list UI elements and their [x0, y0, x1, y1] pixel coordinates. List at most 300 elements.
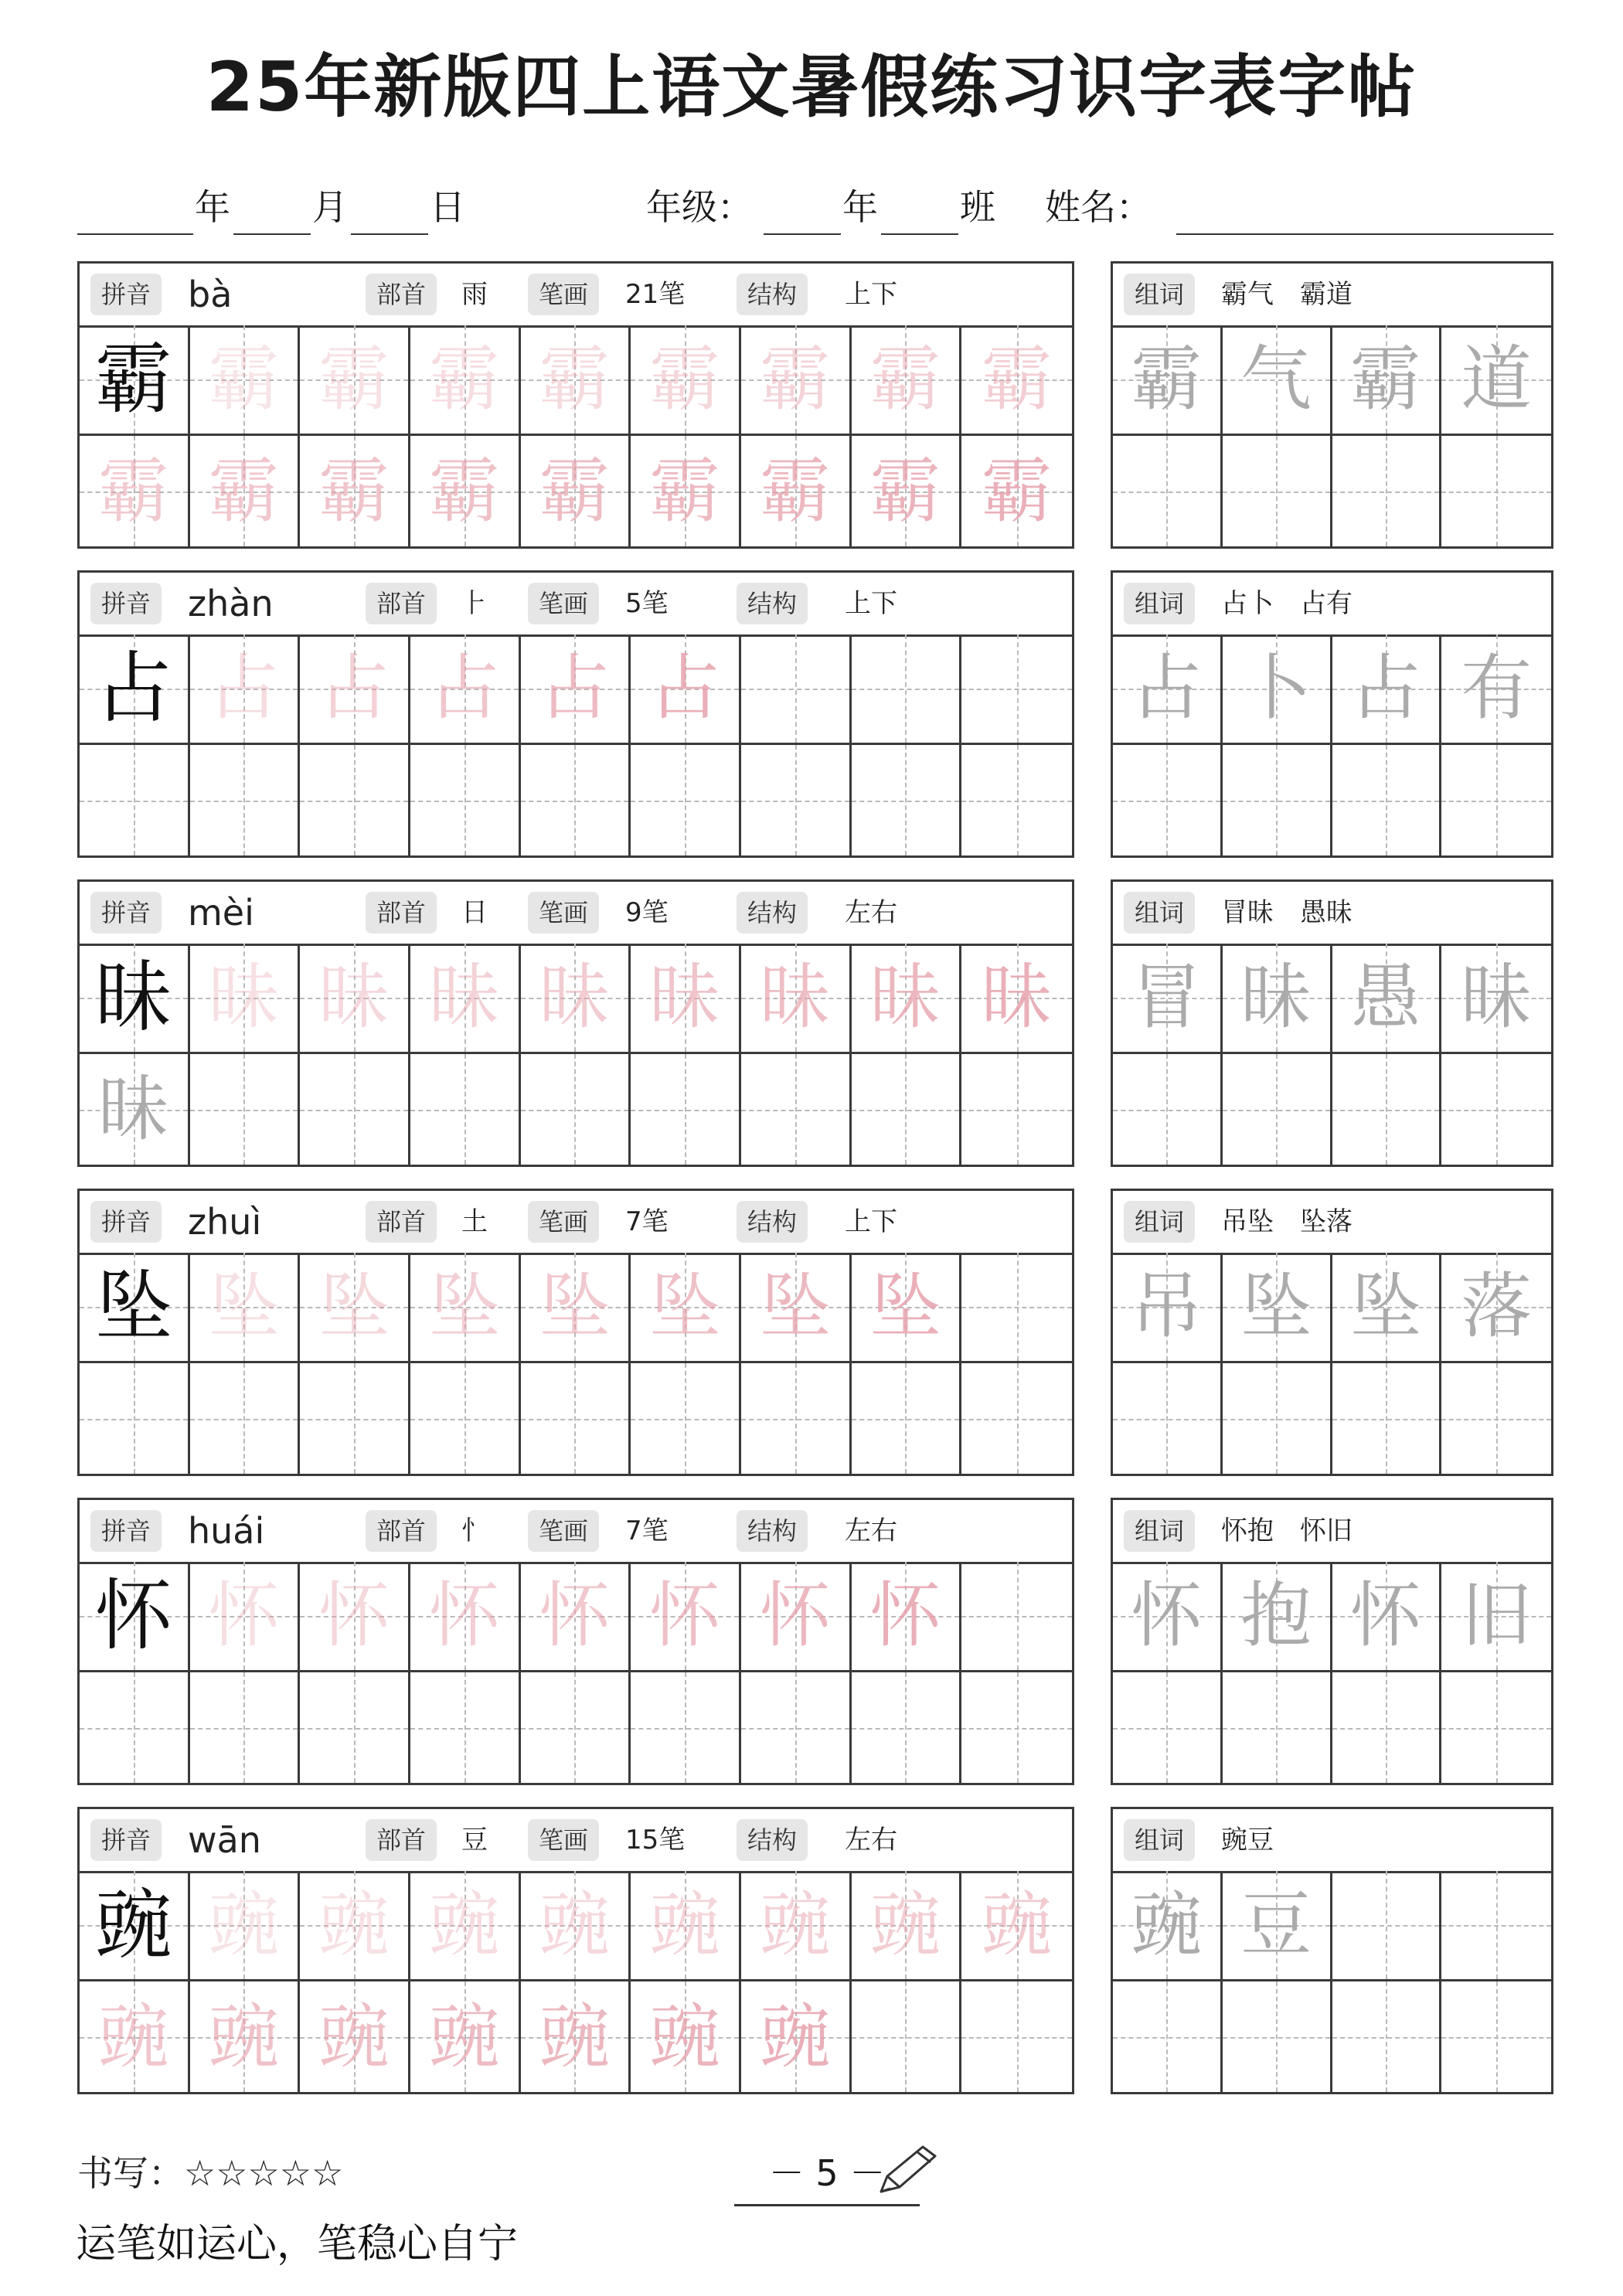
blank-day[interactable]: [351, 233, 428, 235]
practice-cell[interactable]: [852, 1363, 962, 1474]
practice-cell[interactable]: [80, 634, 190, 745]
practice-cell[interactable]: [300, 325, 410, 436]
word-card: [1111, 261, 1553, 549]
practice-cell[interactable]: [1441, 1253, 1551, 1363]
radical-label: 部首: [366, 1201, 437, 1243]
trace-character: 占: [1349, 647, 1421, 730]
practice-cell[interactable]: [852, 944, 962, 1054]
practice-cell[interactable]: [631, 944, 741, 1054]
blank-year[interactable]: [77, 233, 193, 235]
stroke-order-step: 昧: [428, 956, 500, 1039]
word-practice-grid: [1113, 1871, 1551, 2092]
practice-cell[interactable]: [1332, 1253, 1442, 1363]
stroke-order-step: 霸: [208, 338, 280, 420]
model-character: 豌: [94, 1879, 172, 1970]
word-card: [1111, 1807, 1553, 2094]
practice-cell[interactable]: [631, 634, 741, 745]
stroke-order-step: 占: [649, 647, 721, 730]
practice-cell[interactable]: [1441, 1871, 1551, 1981]
practice-cell[interactable]: [1113, 1253, 1223, 1363]
trace-character: 道: [1461, 338, 1533, 420]
structure-value: 左右: [845, 897, 897, 928]
practice-cell[interactable]: [80, 1672, 190, 1783]
stroke-order-step: 豌: [428, 1995, 500, 2078]
writing-rating: [77, 2150, 343, 2196]
stroke-order-step: 霸: [759, 338, 831, 420]
day-label: 日: [430, 186, 465, 228]
practice-cell[interactable]: [521, 1871, 631, 1981]
character-info-row: [80, 264, 1072, 328]
practice-cell[interactable]: [1223, 325, 1332, 436]
trace-character: 昧: [1461, 956, 1533, 1039]
pinyin-label: 拼音: [90, 892, 162, 934]
practice-cell[interactable]: [521, 745, 631, 855]
practice-cell[interactable]: [521, 944, 631, 1054]
practice-cell[interactable]: [741, 1253, 852, 1363]
practice-cell[interactable]: [410, 944, 521, 1054]
character-card: [77, 1189, 1074, 1476]
practice-cell[interactable]: [410, 1672, 521, 1783]
word-card: [1111, 879, 1553, 1167]
practice-cell[interactable]: [521, 325, 631, 436]
stroke-order-step: 霸: [318, 449, 390, 532]
practice-cell[interactable]: [80, 1363, 190, 1474]
blank-month[interactable]: [233, 233, 311, 235]
trace-character: 霸: [1349, 338, 1421, 420]
blank-class[interactable]: [881, 233, 958, 235]
practice-cell[interactable]: [300, 436, 410, 546]
practice-cell[interactable]: [1113, 436, 1223, 546]
structure-label: 结构: [737, 1510, 808, 1552]
practice-cell[interactable]: [190, 1871, 301, 1981]
practice-cell[interactable]: [1223, 1672, 1332, 1783]
stroke-order-step: 霸: [539, 338, 611, 420]
structure-value: 上下: [845, 279, 897, 310]
practice-cell[interactable]: [852, 1871, 962, 1981]
stroke-order-step: 霸: [759, 449, 831, 532]
practice-cell[interactable]: [1441, 944, 1551, 1054]
trace-character: 霸: [1131, 338, 1203, 420]
pinyin-value: zhàn: [188, 583, 274, 624]
strokes-value: 7笔: [625, 1515, 669, 1546]
practice-cell[interactable]: [961, 634, 1072, 745]
character-card: [77, 1807, 1074, 2094]
radical-value: 雨: [461, 279, 488, 310]
radical-value: 忄: [461, 1515, 488, 1546]
trace-character: 冒: [1131, 956, 1203, 1039]
practice-cell[interactable]: [190, 1672, 301, 1783]
practice-cell[interactable]: [961, 1981, 1072, 2092]
practice-cell[interactable]: [1223, 1562, 1332, 1672]
practice-cell[interactable]: [1332, 1981, 1442, 2092]
character-card: [77, 879, 1074, 1167]
trace-character: 豆: [1240, 1883, 1312, 1966]
practice-cell[interactable]: [521, 1253, 631, 1363]
practice-cell[interactable]: [410, 634, 521, 745]
stroke-order-step: 怀: [208, 1574, 280, 1657]
stroke-order-step: 昧: [208, 956, 280, 1039]
practice-cell[interactable]: [1113, 1672, 1223, 1783]
practice-cell[interactable]: [410, 1871, 521, 1981]
stroke-order-step: 怀: [318, 1574, 390, 1657]
grade-year-label: 年: [842, 186, 878, 228]
practice-cell[interactable]: [190, 1253, 301, 1363]
word-practice-grid: [1113, 1253, 1551, 1474]
practice-cell[interactable]: [190, 1562, 301, 1672]
words-value: 霸气 霸道: [1221, 279, 1352, 310]
practice-cell[interactable]: [961, 436, 1072, 546]
pinyin-value: mèi: [188, 892, 254, 934]
stroke-order-step: 坠: [428, 1265, 500, 1348]
practice-cell[interactable]: [1441, 436, 1551, 546]
practice-cell[interactable]: [1332, 325, 1442, 436]
practice-cell[interactable]: [80, 1253, 190, 1363]
practice-cell[interactable]: [741, 944, 852, 1054]
strokes-value: 7笔: [625, 1206, 669, 1237]
practice-cell[interactable]: [741, 634, 852, 745]
practice-cell[interactable]: [190, 745, 301, 855]
practice-cell[interactable]: [80, 325, 190, 436]
strokes-value: 15笔: [625, 1825, 686, 1856]
stroke-order-step: 昧: [649, 956, 721, 1039]
stroke-order-step: 坠: [318, 1265, 390, 1348]
pinyin-label: 拼音: [90, 583, 162, 624]
practice-cell[interactable]: [1113, 1054, 1223, 1165]
words-label: 组词: [1124, 1510, 1195, 1552]
practice-cell[interactable]: [852, 325, 962, 436]
practice-cell[interactable]: [1113, 1562, 1223, 1672]
stroke-order-step: 霸: [208, 449, 280, 532]
trace-character: 占: [1131, 647, 1203, 730]
page-number: － 5 －: [734, 2142, 920, 2206]
practice-cell[interactable]: [631, 325, 741, 436]
practice-cell[interactable]: [1441, 1981, 1551, 2092]
practice-grid: [80, 634, 1072, 855]
practice-cell[interactable]: [1223, 634, 1332, 745]
pinyin-value: bà: [188, 274, 233, 315]
practice-cell[interactable]: [410, 1363, 521, 1474]
practice-cell[interactable]: [410, 1054, 521, 1165]
practice-cell[interactable]: [1332, 1672, 1442, 1783]
structure-label: 结构: [737, 1201, 808, 1243]
practice-cell[interactable]: [631, 1672, 741, 1783]
stroke-order-step: 坠: [869, 1265, 941, 1348]
practice-cell[interactable]: [1441, 1054, 1551, 1165]
page-title: 25年新版四上语文暑假练习识字表字帖: [206, 47, 1417, 127]
grade-class-label: 班: [960, 186, 995, 228]
practice-cell[interactable]: [741, 1054, 852, 1165]
radical-label: 部首: [366, 274, 437, 315]
practice-cell[interactable]: [631, 1871, 741, 1981]
practice-cell[interactable]: [1113, 745, 1223, 855]
strokes-value: 21笔: [625, 279, 686, 310]
practice-cell[interactable]: [300, 745, 410, 855]
trace-character: 气: [1240, 338, 1312, 420]
radical-label: 部首: [366, 1510, 437, 1552]
radical-value: 日: [461, 897, 488, 928]
word-info-row: [1113, 264, 1551, 328]
practice-cell[interactable]: [190, 325, 301, 436]
practice-cell[interactable]: [410, 436, 521, 546]
practice-cell[interactable]: [410, 1562, 521, 1672]
stroke-order-step: 豌: [539, 1883, 611, 1966]
practice-cell[interactable]: [300, 1363, 410, 1474]
practice-cell[interactable]: [410, 1253, 521, 1363]
practice-cell[interactable]: [631, 1562, 741, 1672]
practice-cell[interactable]: [631, 1054, 741, 1165]
practice-cell[interactable]: [631, 436, 741, 546]
practice-cell[interactable]: [190, 1363, 301, 1474]
practice-cell[interactable]: [190, 634, 301, 745]
practice-cell[interactable]: [410, 325, 521, 436]
practice-cell[interactable]: [1113, 325, 1223, 436]
practice-cell[interactable]: [1223, 1054, 1332, 1165]
stroke-order-step: 豌: [318, 1995, 390, 2078]
practice-cell[interactable]: [852, 1562, 962, 1672]
words-value: 冒昧 愚昧: [1221, 897, 1352, 928]
practice-cell[interactable]: [300, 1672, 410, 1783]
words-label: 组词: [1124, 274, 1195, 315]
word-card: [1111, 1189, 1553, 1476]
character-info-row: [80, 882, 1072, 946]
practice-cell[interactable]: [1441, 745, 1551, 855]
practice-cell[interactable]: [80, 1981, 190, 2092]
practice-cell[interactable]: [300, 1054, 410, 1165]
practice-cell[interactable]: [1441, 1672, 1551, 1783]
practice-cell[interactable]: [1223, 436, 1332, 546]
stroke-order-step: 霸: [649, 449, 721, 532]
practice-cell[interactable]: [1332, 1562, 1442, 1672]
practice-cell[interactable]: [80, 1871, 190, 1981]
practice-cell[interactable]: [1332, 436, 1442, 546]
practice-cell[interactable]: [1113, 1981, 1223, 2092]
model-character: 怀: [94, 1570, 172, 1661]
trace-character: 怀: [1131, 1574, 1203, 1657]
words-value: 吊坠 坠落: [1221, 1206, 1352, 1237]
pinyin-label: 拼音: [90, 1201, 162, 1243]
practice-cell[interactable]: [1223, 1363, 1332, 1474]
year-label: 年: [195, 186, 230, 228]
practice-cell[interactable]: [852, 1672, 962, 1783]
stroke-order-step: 占: [208, 647, 280, 730]
practice-cell[interactable]: [300, 1253, 410, 1363]
practice-cell[interactable]: [741, 325, 852, 436]
strokes-label: 笔画: [528, 1201, 599, 1243]
trace-character: 有: [1461, 647, 1533, 730]
practice-cell[interactable]: [80, 1054, 190, 1165]
trace-character: 旧: [1461, 1574, 1533, 1657]
practice-cell[interactable]: [1332, 1054, 1442, 1165]
stroke-order-step: 豌: [759, 1995, 831, 2078]
word-practice-grid: [1113, 944, 1551, 1165]
practice-cell[interactable]: [1441, 325, 1551, 436]
practice-cell[interactable]: [190, 436, 301, 546]
pinyin-value: huái: [188, 1510, 265, 1552]
practice-cell[interactable]: [961, 1253, 1072, 1363]
practice-cell[interactable]: [961, 1871, 1072, 1981]
practice-cell[interactable]: [631, 1981, 741, 2092]
words-label: 组词: [1124, 1201, 1195, 1243]
word-practice-grid: [1113, 634, 1551, 855]
word-info-row: [1113, 1191, 1551, 1255]
practice-cell[interactable]: [1223, 1871, 1332, 1981]
practice-grid: [80, 325, 1072, 546]
practice-cell[interactable]: [961, 745, 1072, 855]
radical-value: 豆: [461, 1825, 488, 1856]
stroke-order-step: 豌: [981, 1883, 1053, 1966]
practice-cell[interactable]: [1441, 1562, 1551, 1672]
trace-character: 坠: [1240, 1265, 1312, 1348]
practice-cell[interactable]: [1441, 634, 1551, 745]
practice-cell[interactable]: [741, 1981, 852, 2092]
practice-cell[interactable]: [1332, 1871, 1442, 1981]
practice-cell[interactable]: [852, 436, 962, 546]
practice-cell[interactable]: [80, 436, 190, 546]
trace-character: 吊: [1131, 1265, 1203, 1348]
practice-cell[interactable]: [300, 1981, 410, 2092]
character-card: [77, 1498, 1074, 1785]
practice-cell[interactable]: [631, 1363, 741, 1474]
trace-character: 昧: [97, 1067, 169, 1151]
stroke-order-step: 怀: [428, 1574, 500, 1657]
practice-cell[interactable]: [961, 1054, 1072, 1165]
practice-cell[interactable]: [852, 634, 962, 745]
word-info-row: [1113, 573, 1551, 637]
practice-cell[interactable]: [1332, 1363, 1442, 1474]
practice-cell[interactable]: [741, 1672, 852, 1783]
practice-cell[interactable]: [521, 1672, 631, 1783]
pen-icon: [873, 2142, 943, 2198]
rating-stars[interactable]: ☆☆☆☆☆: [184, 2152, 344, 2194]
date-line: [0, 176, 1623, 238]
radical-label: 部首: [366, 1819, 437, 1861]
practice-cell[interactable]: [300, 1562, 410, 1672]
practice-cell[interactable]: [852, 1054, 962, 1165]
blank-grade[interactable]: [764, 233, 841, 235]
model-character: 昧: [94, 952, 172, 1043]
trace-character: 怀: [1349, 1574, 1421, 1657]
stroke-order-step: 怀: [759, 1574, 831, 1657]
practice-cell[interactable]: [961, 1363, 1072, 1474]
practice-cell[interactable]: [741, 1871, 852, 1981]
practice-cell[interactable]: [631, 1253, 741, 1363]
practice-cell[interactable]: [741, 436, 852, 546]
practice-cell[interactable]: [190, 1054, 301, 1165]
practice-cell[interactable]: [1441, 1363, 1551, 1474]
stroke-order-step: 豌: [318, 1883, 390, 1966]
practice-cell[interactable]: [190, 944, 301, 1054]
practice-cell[interactable]: [741, 1363, 852, 1474]
word-practice-grid: [1113, 325, 1551, 546]
practice-cell[interactable]: [300, 1871, 410, 1981]
practice-cell[interactable]: [1223, 1981, 1332, 2092]
practice-cell[interactable]: [80, 745, 190, 855]
practice-cell[interactable]: [1223, 1253, 1332, 1363]
stroke-order-step: 霸: [428, 449, 500, 532]
practice-grid: [80, 1871, 1072, 2092]
stroke-order-step: 昧: [869, 956, 941, 1039]
practice-cell[interactable]: [1332, 634, 1442, 745]
character-info-row: [80, 573, 1072, 637]
practice-cell[interactable]: [521, 1054, 631, 1165]
character-info-row: [80, 1809, 1072, 1873]
practice-cell[interactable]: [1113, 634, 1223, 745]
stroke-order-step: 豌: [649, 1995, 721, 2078]
words-label: 组词: [1124, 1819, 1195, 1861]
word-practice-grid: [1113, 1562, 1551, 1783]
strokes-label: 笔画: [528, 1510, 599, 1552]
practice-cell[interactable]: [1113, 1871, 1223, 1981]
practice-cell[interactable]: [1332, 745, 1442, 855]
practice-cell[interactable]: [852, 745, 962, 855]
stroke-order-step: 豌: [428, 1883, 500, 1966]
stroke-order-step: 坠: [649, 1265, 721, 1348]
blank-name[interactable]: [1176, 233, 1553, 235]
practice-grid: [80, 1562, 1072, 1783]
character-card: [77, 261, 1074, 549]
practice-cell[interactable]: [300, 634, 410, 745]
practice-cell[interactable]: [521, 1981, 631, 2092]
practice-cell[interactable]: [410, 745, 521, 855]
practice-cell[interactable]: [1223, 745, 1332, 855]
stroke-order-step: 坠: [759, 1265, 831, 1348]
practice-cell[interactable]: [961, 944, 1072, 1054]
model-character: 霸: [94, 334, 172, 424]
word-info-row: [1113, 882, 1551, 946]
stroke-order-step: 占: [318, 647, 390, 730]
trace-character: 愚: [1349, 956, 1421, 1039]
practice-cell[interactable]: [300, 944, 410, 1054]
word-info-row: [1113, 1809, 1551, 1873]
word-card: [1111, 1498, 1553, 1785]
practice-cell[interactable]: [521, 1363, 631, 1474]
practice-cell[interactable]: [852, 1981, 962, 2092]
practice-cell[interactable]: [961, 1562, 1072, 1672]
practice-cell[interactable]: [852, 1253, 962, 1363]
practice-cell[interactable]: [631, 745, 741, 855]
pinyin-label: 拼音: [90, 1819, 162, 1861]
pinyin-label: 拼音: [90, 274, 162, 315]
practice-cell[interactable]: [410, 1981, 521, 2092]
practice-cell[interactable]: [521, 1562, 631, 1672]
structure-value: 左右: [845, 1515, 897, 1546]
words-label: 组词: [1124, 892, 1195, 934]
structure-label: 结构: [737, 1819, 808, 1861]
practice-cell[interactable]: [1113, 1363, 1223, 1474]
character-info-row: [80, 1191, 1072, 1255]
practice-cell[interactable]: [961, 1672, 1072, 1783]
strokes-label: 笔画: [528, 1819, 599, 1861]
practice-cell[interactable]: [1332, 944, 1442, 1054]
practice-cell[interactable]: [190, 1981, 301, 2092]
structure-value: 上下: [845, 588, 897, 619]
practice-cell[interactable]: [80, 944, 190, 1054]
trace-character: 昧: [1240, 956, 1312, 1039]
practice-cell[interactable]: [1223, 944, 1332, 1054]
practice-cell[interactable]: [741, 1562, 852, 1672]
practice-cell[interactable]: [741, 745, 852, 855]
practice-cell[interactable]: [521, 634, 631, 745]
radical-value: ⺊: [461, 588, 488, 619]
practice-cell[interactable]: [1113, 944, 1223, 1054]
stroke-order-step: 豌: [97, 1995, 169, 2078]
practice-cell[interactable]: [521, 436, 631, 546]
practice-cell[interactable]: [80, 1562, 190, 1672]
pinyin-value: zhuì: [188, 1201, 262, 1243]
practice-cell[interactable]: [961, 325, 1072, 436]
stroke-order-step: 霸: [97, 449, 169, 532]
strokes-value: 9笔: [625, 897, 669, 928]
